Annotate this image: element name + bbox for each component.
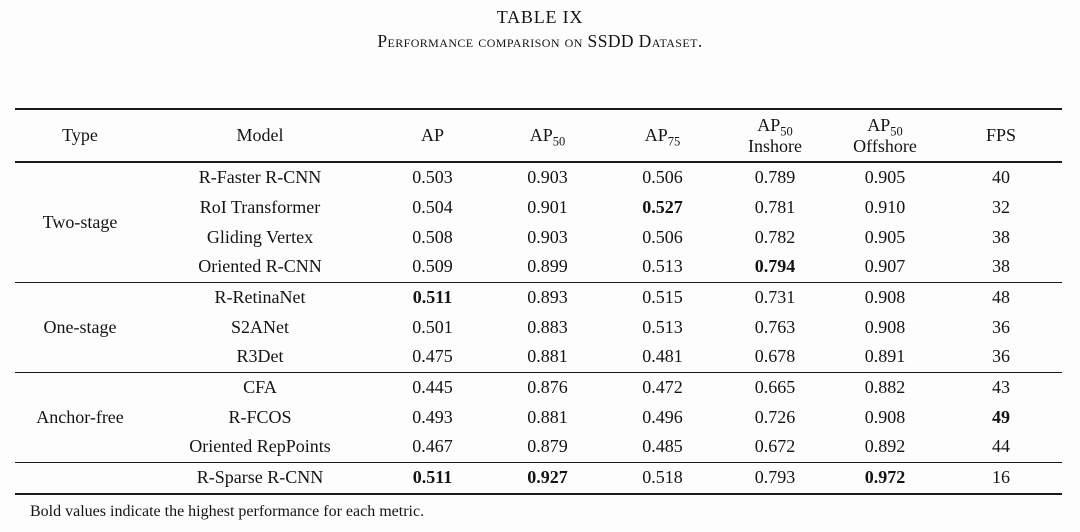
table-title: Performance comparison on SSDD Dataset. — [377, 31, 703, 51]
header-row — [15, 109, 1062, 162]
metric-value: 48 — [992, 286, 1010, 307]
metric-value: 0.893 — [527, 286, 568, 307]
metric-value: 0.901 — [527, 196, 568, 217]
column-header-subscript: 50 — [780, 124, 793, 139]
model-name: S2ANet — [231, 316, 289, 337]
metric-value: 0.472 — [642, 376, 683, 397]
table-row — [15, 462, 1062, 494]
metric-value: 44 — [992, 436, 1010, 457]
table-number: TABLE IX — [496, 7, 584, 27]
metric-value: 38 — [992, 226, 1010, 247]
table-row — [15, 342, 1062, 372]
metric-value: 36 — [992, 346, 1010, 367]
column-header-label: $AP_{50}$ — [529, 125, 566, 150]
metric-value: 0.509 — [412, 256, 453, 277]
metric-value: 0.908 — [864, 406, 906, 427]
metric-value: 0.501 — [412, 316, 453, 337]
metric-value: 0.905 — [864, 226, 906, 247]
metric-value: 0.506 — [642, 167, 683, 187]
metric-value: 0.467 — [412, 436, 453, 457]
table-row — [15, 402, 1062, 432]
table-header — [15, 109, 1062, 162]
column-header — [720, 109, 830, 162]
metric-value: 0.665 — [754, 376, 796, 397]
metric-value: 0.504 — [412, 196, 453, 217]
column-header-line2: Inshore — [748, 135, 802, 156]
metric-value: 0.527 — [642, 196, 683, 217]
table-footnote: Bold values indicate the highest performance for each metric. — [30, 503, 425, 520]
metric-value: 40 — [992, 167, 1010, 187]
metric-value: 0.515 — [642, 286, 683, 307]
model-name: Oriented RepPoints — [189, 436, 331, 457]
metric-value: 0.513 — [642, 316, 683, 337]
column-header-label: $AP_{75}$ — [644, 125, 681, 150]
row-group — [15, 162, 1062, 282]
metric-value: 0.789 — [754, 167, 796, 187]
table-row — [15, 252, 1062, 282]
metric-value: 0.907 — [864, 256, 906, 277]
table-row — [15, 192, 1062, 222]
model-name: R3Det — [236, 346, 284, 367]
metric-value: 0.879 — [527, 436, 568, 457]
metric-value: 0.445 — [412, 376, 453, 397]
table-row — [15, 162, 1062, 192]
column-header — [605, 109, 720, 162]
metric-value: 0.511 — [412, 467, 453, 488]
metric-value: 36 — [992, 316, 1010, 337]
metric-value: 0.672 — [754, 436, 796, 457]
model-name: CFA — [243, 376, 277, 397]
metric-value: 0.511 — [412, 286, 453, 307]
metric-value: 0.881 — [527, 346, 568, 367]
model-name: R-RetinaNet — [214, 286, 306, 307]
model-name: Gliding Vertex — [206, 226, 314, 247]
metric-value: 0.892 — [864, 436, 906, 457]
type-label: One-stage — [43, 316, 117, 337]
metric-value: 32 — [992, 196, 1010, 217]
column-header-subscript: 75 — [667, 135, 681, 150]
metric-value: 0.475 — [412, 346, 453, 367]
metric-value: 0.678 — [754, 346, 796, 367]
metric-value: 0.782 — [754, 226, 796, 247]
column-header-subscript: 50 — [890, 124, 903, 139]
metric-value: 0.876 — [527, 376, 568, 397]
column-header-label: Type — [62, 125, 98, 146]
model-name: R-FCOS — [228, 406, 292, 427]
column-header — [145, 109, 375, 162]
type-label: Two-stage — [42, 211, 118, 232]
metric-value: 0.518 — [642, 467, 683, 488]
metric-value: 0.485 — [642, 436, 683, 457]
column-header-line2: Offshore — [853, 135, 917, 156]
metric-value: 16 — [992, 467, 1010, 488]
type-label: Anchor-free — [36, 406, 124, 427]
metric-value: 0.781 — [754, 196, 796, 217]
column-header — [375, 109, 490, 162]
metric-value: 0.506 — [642, 226, 683, 247]
metric-value: 49 — [992, 406, 1010, 427]
column-header-subscript: 50 — [552, 135, 566, 150]
metric-value: 0.513 — [642, 256, 683, 277]
metric-value: 0.903 — [527, 226, 568, 247]
metric-value: 0.910 — [864, 196, 906, 217]
metric-value: 0.903 — [527, 167, 568, 187]
metric-value: 0.908 — [864, 286, 906, 307]
row-group — [15, 372, 1062, 462]
results-table — [15, 108, 1062, 495]
metric-value: 0.891 — [864, 346, 906, 367]
metric-value: 0.763 — [754, 316, 796, 337]
metric-value: 0.726 — [754, 406, 796, 427]
metric-value: 0.503 — [412, 167, 453, 187]
column-header — [15, 109, 145, 162]
metric-value: 0.908 — [864, 316, 906, 337]
type-label — [15, 462, 145, 494]
metric-value: 43 — [992, 376, 1010, 397]
column-header — [830, 109, 940, 162]
metric-value: 38 — [992, 256, 1010, 277]
metric-value: 0.794 — [754, 256, 796, 277]
column-header-label: Model — [236, 125, 284, 146]
model-name: Oriented R-CNN — [198, 256, 322, 277]
metric-value: 0.731 — [754, 286, 796, 307]
table-row — [15, 312, 1062, 342]
metric-value: 0.793 — [754, 467, 796, 488]
model-name: RoI Transformer — [199, 196, 321, 217]
metric-value: 0.493 — [412, 406, 453, 427]
column-header-label: $AP_{50}$ — [867, 115, 903, 139]
table-row — [15, 432, 1062, 462]
metric-value: 0.882 — [864, 376, 906, 397]
column-header-label: $AP_{50}$ — [757, 115, 793, 139]
model-name: R-Sparse R-CNN — [196, 467, 324, 488]
table-caption — [0, 7, 1080, 52]
column-header-label: FPS — [985, 125, 1017, 146]
metric-value: 0.972 — [864, 467, 906, 488]
metric-value: 0.899 — [527, 256, 568, 277]
model-name: R-Faster R-CNN — [198, 167, 322, 187]
metric-value: 0.927 — [527, 467, 568, 488]
metric-value: 0.496 — [642, 406, 683, 427]
row-group — [15, 282, 1062, 372]
metric-value: 0.905 — [864, 167, 906, 187]
column-header — [490, 109, 605, 162]
table-row — [15, 222, 1062, 252]
metric-value: 0.881 — [527, 406, 568, 427]
metric-value: 0.508 — [412, 226, 453, 247]
column-header-label: AP — [420, 125, 444, 146]
metric-value: 0.883 — [527, 316, 568, 337]
table-row — [15, 282, 1062, 312]
table-row — [15, 372, 1062, 402]
metric-value: 0.481 — [642, 346, 683, 367]
column-header — [940, 109, 1062, 162]
row-group — [15, 462, 1062, 494]
